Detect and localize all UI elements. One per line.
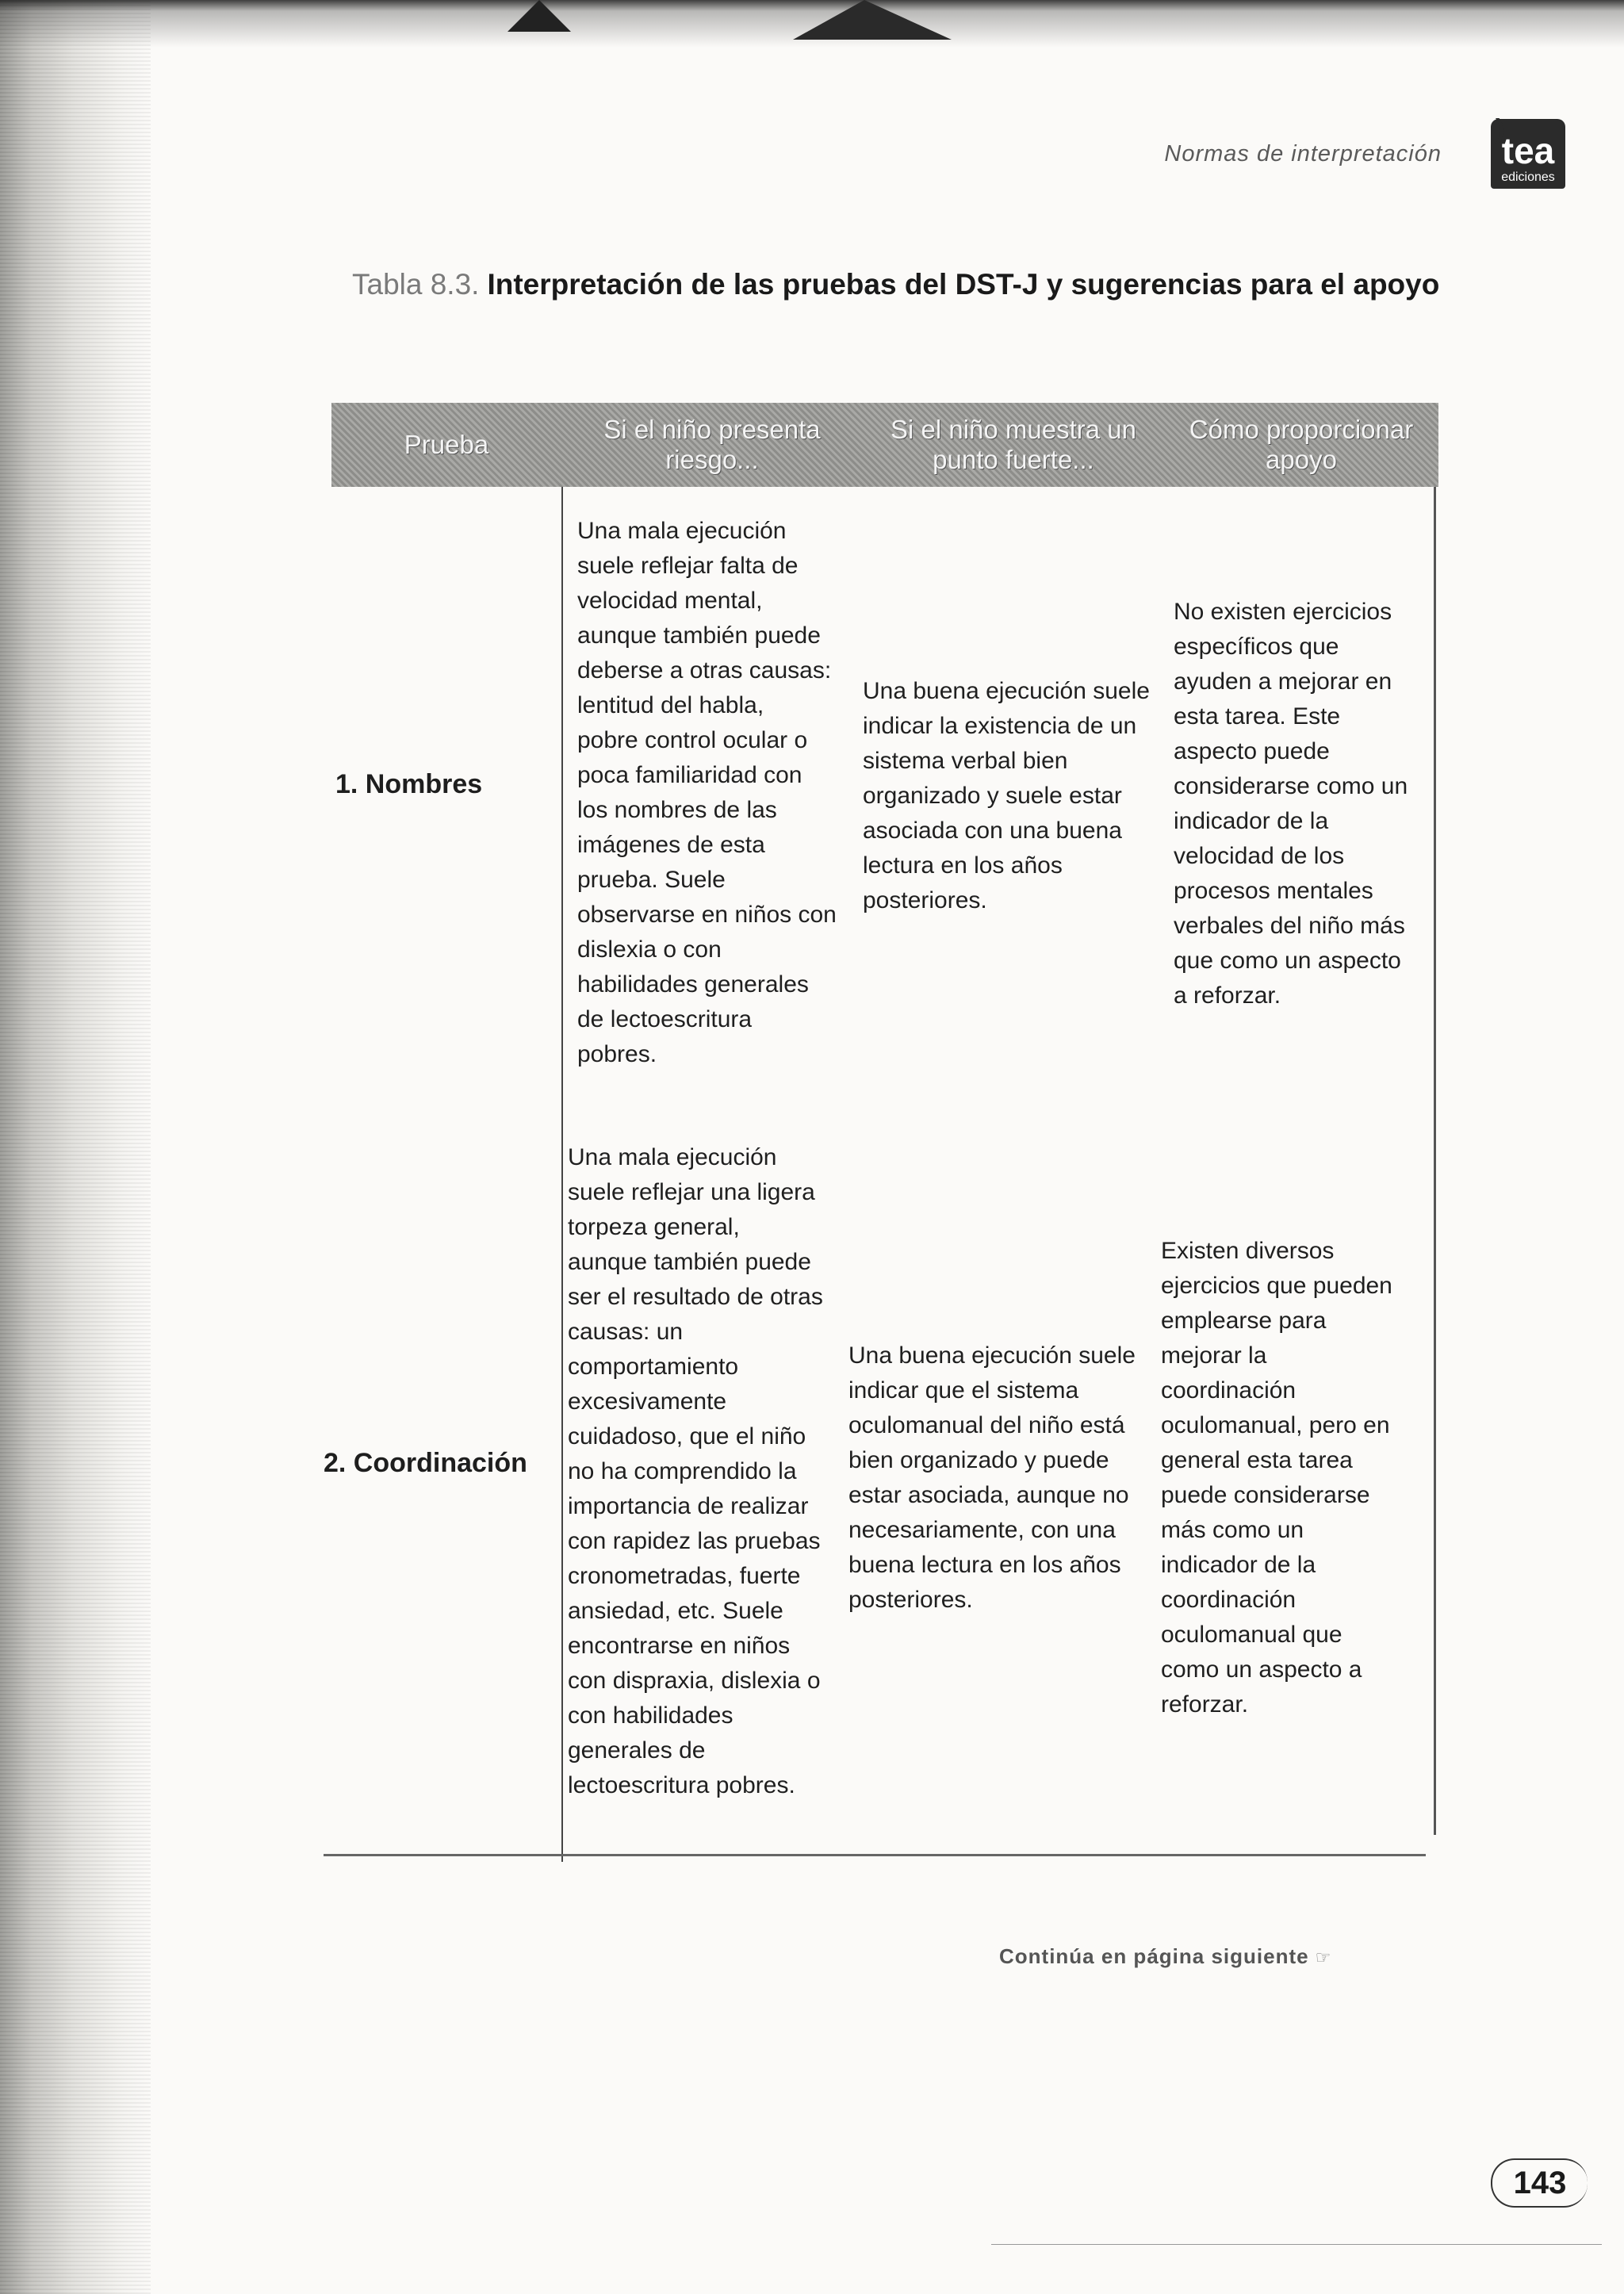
page-number: 143 [1491, 2158, 1588, 2208]
table-header-row [331, 403, 1438, 487]
test-name-nombres: 1. Nombres [335, 769, 483, 799]
column-header-apoyo: Cómo proporcionar apoyo [1189, 415, 1414, 474]
logo-mark-icon: ) [1496, 114, 1505, 144]
top-scan-band [0, 0, 1624, 56]
column-divider [561, 487, 563, 1862]
continue-text: Continúa en página siguiente [999, 1944, 1309, 1968]
column-header-riesgo: Si el niño presenta riesgo... [603, 415, 821, 474]
table-title-text: Interpretación de las pruebas del DST-J y sugerencias para el apoyo [487, 268, 1440, 301]
column-header-prueba: Prueba [404, 430, 489, 459]
cell-punto-fuerte-coordinacion: Una buena ejecución suele indicar que el sistema oculomanual del niño está bien organizado y puede estar asociada, aunque no necesariamente, con una buena lectura en los años posteriores. [848, 1342, 1136, 1613]
column-header-punto-fuerte: Si el niño muestra un punto fuerte... [890, 415, 1136, 474]
test-name-coordinacion: 2. Coordinación [324, 1448, 527, 1478]
cell-apoyo-coordinacion: Existen diversos ejercicios que pueden emplearse para mejorar la coordinación oculomanual, pero en general esta tarea puede considerarse más como un indicador de la coordinación oculomanual que como un aspecto a reforzar. [1161, 1238, 1392, 1718]
scan-artifact [793, 0, 952, 40]
scan-artifact [508, 0, 571, 32]
interpretation-table [324, 403, 1438, 1862]
cell-apoyo-nombres: No existen ejercicios específicos que ayuden a mejorar en esta tarea. Este aspecto puede considerarse como un indicador de la velocidad de los procesos mentales verbales del niño más que como un aspecto a reforzar. [1174, 599, 1408, 1009]
cell-punto-fuerte-nombres: Una buena ejecución suele indicar la existencia de un sistema verbal bien organizado y suele estar asociada con una buena lectura en los años posteriores. [863, 678, 1150, 913]
table-label: Tabla 8.3. [352, 268, 480, 301]
cell-riesgo-nombres: Una mala ejecución suele reflejar falta de velocidad mental, aunque también puede deberse a otras causas: lentitud del habla, pobre control ocular o poca familiaridad con los nombres de las imágenes de esta prueba. Suele observarse en niños con dislexia o con habilidades generales de lectoescritura pobres. [577, 518, 837, 1067]
running-head: Normas de interpretación [1164, 141, 1442, 167]
continue-note [999, 1944, 1331, 1969]
page-binding-shadow [0, 0, 151, 2294]
table-bottom-border [324, 1854, 1426, 1856]
publisher-logo: ) tea ediciones [1491, 119, 1565, 189]
arrow-right-icon: ☞ [1315, 1947, 1332, 1967]
cell-riesgo-coordinacion: Una mala ejecución suele reflejar una ligera torpeza general, aunque también puede ser el resultado de otras causas: un comportamiento excesivamente cuidadoso, que el niño no ha comprendido la importancia de realizar con rapidez las pruebas cronometradas, fuerte ansiedad, etc. Suele encontrarse en niños con dispraxia, dislexia o con habilidades generales de lectoescritura pobres. [568, 1144, 823, 1798]
bottom-rule [991, 2244, 1602, 2245]
table-title [352, 268, 1439, 301]
